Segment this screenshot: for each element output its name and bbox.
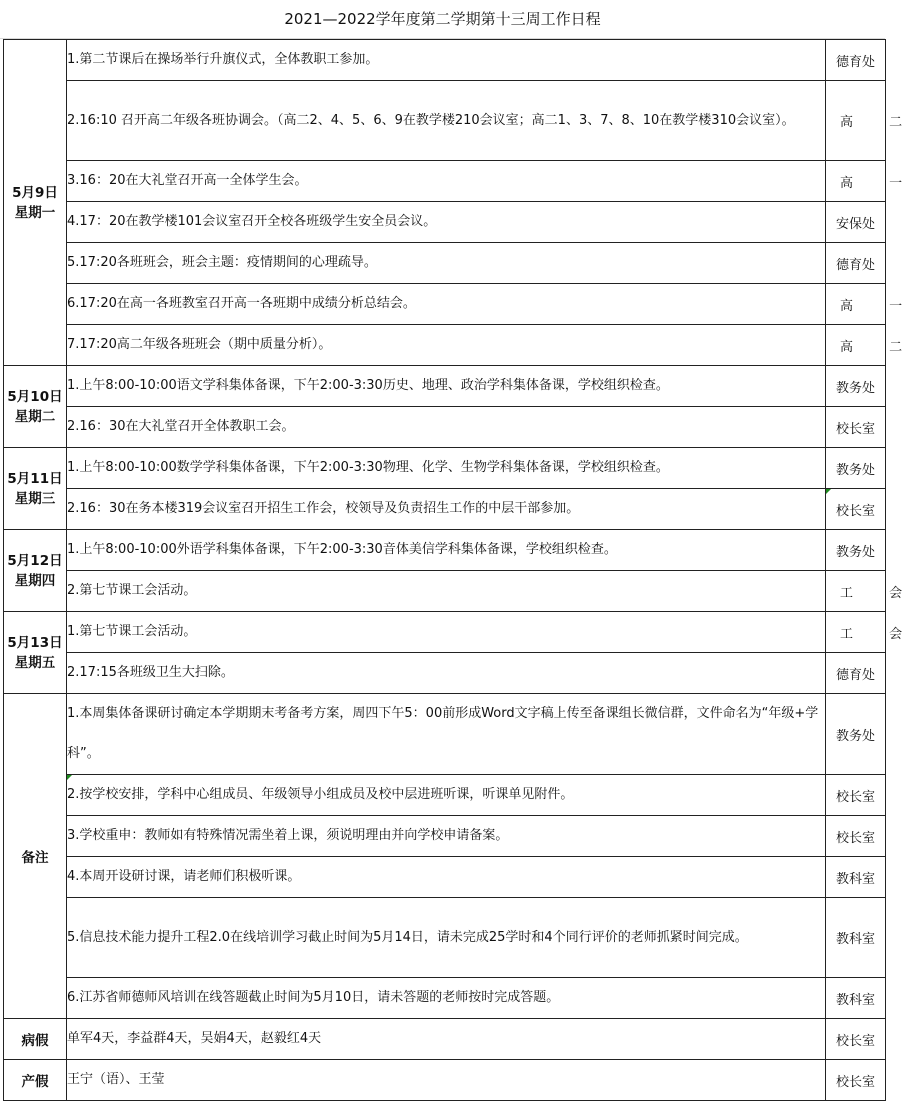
table-row xyxy=(4,978,886,1019)
table-row xyxy=(4,243,886,284)
table-row xyxy=(4,898,886,978)
table-row xyxy=(4,407,886,448)
table-row xyxy=(4,775,886,816)
day-weekday: 星期三 xyxy=(14,490,56,507)
dept-cell: 教务处 xyxy=(826,694,886,775)
dept-cell: 高 一 xyxy=(826,284,886,325)
schedule-item: 1.上午8:00-10:00数学学科集体备课，下午2:00-3:30物理、化学、生物学科集体备课，学校组织检查。 xyxy=(67,448,826,489)
dept-cell: 高 一 xyxy=(826,161,886,202)
table-row xyxy=(4,161,886,202)
table-row xyxy=(4,448,886,489)
note-item: 3.学校重申：教师如有特殊情况需坐着上课，须说明理由并向学校申请备案。 xyxy=(67,816,826,857)
table-row xyxy=(4,530,886,571)
sick-leave-text: 单军4天，李益群4天，吴娟4天，赵毅红4天 xyxy=(67,1019,826,1060)
schedule-item: 7.17:20高二年级各班班会（期中质量分析）。 xyxy=(67,325,826,366)
day-date: 5月13日 xyxy=(7,634,63,651)
maternity-leave-text: 王宁（语）、王莹 xyxy=(67,1060,826,1101)
dept-cell: 教科室 xyxy=(826,857,886,898)
day-cell-tuesday xyxy=(4,366,67,448)
schedule-item: 4.17：20在教学楼101会议室召开全校各班级学生安全员会议。 xyxy=(67,202,826,243)
note-item: 6.江苏省师德师风培训在线答题截止时间为5月10日，请未答题的老师按时完成答题。 xyxy=(67,978,826,1019)
dept-cell: 工 会 xyxy=(826,612,886,653)
table-row xyxy=(4,40,886,81)
dept-cell: 德育处 xyxy=(826,40,886,81)
page-title: 2021—2022学年度第二学期第十三周工作日程 xyxy=(0,0,885,39)
table-row xyxy=(4,1019,886,1060)
table-row xyxy=(4,366,886,407)
day-cell-monday xyxy=(4,40,67,366)
dept-cell: 工 会 xyxy=(826,571,886,612)
dept-cell: 校长室 xyxy=(826,1019,886,1060)
schedule-item: 2.16：30在大礼堂召开全体教职工会。 xyxy=(67,407,826,448)
dept-cell: 高 二 xyxy=(826,325,886,366)
dept-cell: 高 二 xyxy=(826,81,886,161)
maternity-leave-label: 产假 xyxy=(4,1060,67,1101)
schedule-table xyxy=(3,39,918,1101)
table-row xyxy=(4,489,886,530)
schedule-item: 6.17:20在高一各班教室召开高一各班期中成绩分析总结会。 xyxy=(67,284,826,325)
day-cell-wednesday xyxy=(4,448,67,530)
notes-label: 备注 xyxy=(4,694,67,1019)
table-row xyxy=(4,1060,886,1101)
table-row xyxy=(4,816,886,857)
dept-cell: 教务处 xyxy=(826,448,886,489)
note-item: 5.信息技术能力提升工程2.0在线培训学习截止时间为5月14日，请未完成25学时和4个同行评价的老师抓紧时间完成。 xyxy=(67,898,826,978)
dept-cell: 德育处 xyxy=(826,243,886,284)
dept-cell: 校长室 xyxy=(826,1060,886,1101)
schedule-item: 5.17:20各班班会，班会主题：疫情期间的心理疏导。 xyxy=(67,243,826,284)
dept-cell: 教务处 xyxy=(826,530,886,571)
dept-cell: 校长室 xyxy=(826,775,886,816)
schedule-item: 2.第七节课工会活动。 xyxy=(67,571,826,612)
table-row xyxy=(4,202,886,243)
table-row xyxy=(4,81,886,161)
table-row xyxy=(4,694,886,775)
note-item: 2.按学校安排，学科中心组成员、年级领导小组成员及校中层进班听课，听课单见附件。 xyxy=(67,775,826,816)
schedule-item: 3.16：20在大礼堂召开高一全体学生会。 xyxy=(67,161,826,202)
day-date: 5月11日 xyxy=(7,470,63,487)
schedule-item: 1.上午8:00-10:00外语学科集体备课，下午2:00-3:30音体美信学科集体备课，学校组织检查。 xyxy=(67,530,826,571)
day-cell-thursday xyxy=(4,530,67,612)
schedule-item: 2.16:10 召开高二年级各班协调会。（高二2、4、5、6、9在教学楼210会议室；高二1、3、7、8、10在教学楼310会议室）。 xyxy=(67,81,826,161)
dept-cell: 德育处 xyxy=(826,653,886,694)
table-row xyxy=(4,612,886,653)
dept-cell: 教科室 xyxy=(826,978,886,1019)
schedule-item: 1.上午8:00-10:00语文学科集体备课，下午2:00-3:30历史、地理、政治学科集体备课，学校组织检查。 xyxy=(67,366,826,407)
note-item: 1.本周集体备课研讨确定本学期期末考备考方案，周四下午5：00前形成Word文字稿上传至备课组长微信群，文件命名为“年级+学科”。 xyxy=(67,694,826,775)
dept-cell: 教务处 xyxy=(826,366,886,407)
day-weekday: 星期一 xyxy=(14,204,56,221)
dept-cell: 校长室 xyxy=(826,489,886,530)
dept-cell: 校长室 xyxy=(826,407,886,448)
day-cell-friday xyxy=(4,612,67,694)
dept-cell: 安保处 xyxy=(826,202,886,243)
day-weekday: 星期四 xyxy=(14,572,56,589)
dept-cell: 教科室 xyxy=(826,898,886,978)
schedule-item: 1.第七节课工会活动。 xyxy=(67,612,826,653)
table-row xyxy=(4,284,886,325)
schedule-item: 1.第二节课后在操场举行升旗仪式，全体教职工参加。 xyxy=(67,40,826,81)
day-weekday: 星期五 xyxy=(14,654,56,671)
day-date: 5月9日 xyxy=(12,184,58,201)
dept-cell: 校长室 xyxy=(826,816,886,857)
day-date: 5月12日 xyxy=(7,552,63,569)
day-date: 5月10日 xyxy=(7,388,63,405)
schedule-item: 2.16：30在务本楼319会议室召开招生工作会，校领导及负责招生工作的中层干部参加。 xyxy=(67,489,826,530)
schedule-item: 2.17:15各班级卫生大扫除。 xyxy=(67,653,826,694)
table-row xyxy=(4,857,886,898)
table-row xyxy=(4,325,886,366)
day-weekday: 星期二 xyxy=(14,408,56,425)
sick-leave-label: 病假 xyxy=(4,1019,67,1060)
note-item: 4.本周开设研讨课，请老师们积极听课。 xyxy=(67,857,826,898)
table-row xyxy=(4,571,886,612)
table-row xyxy=(4,653,886,694)
